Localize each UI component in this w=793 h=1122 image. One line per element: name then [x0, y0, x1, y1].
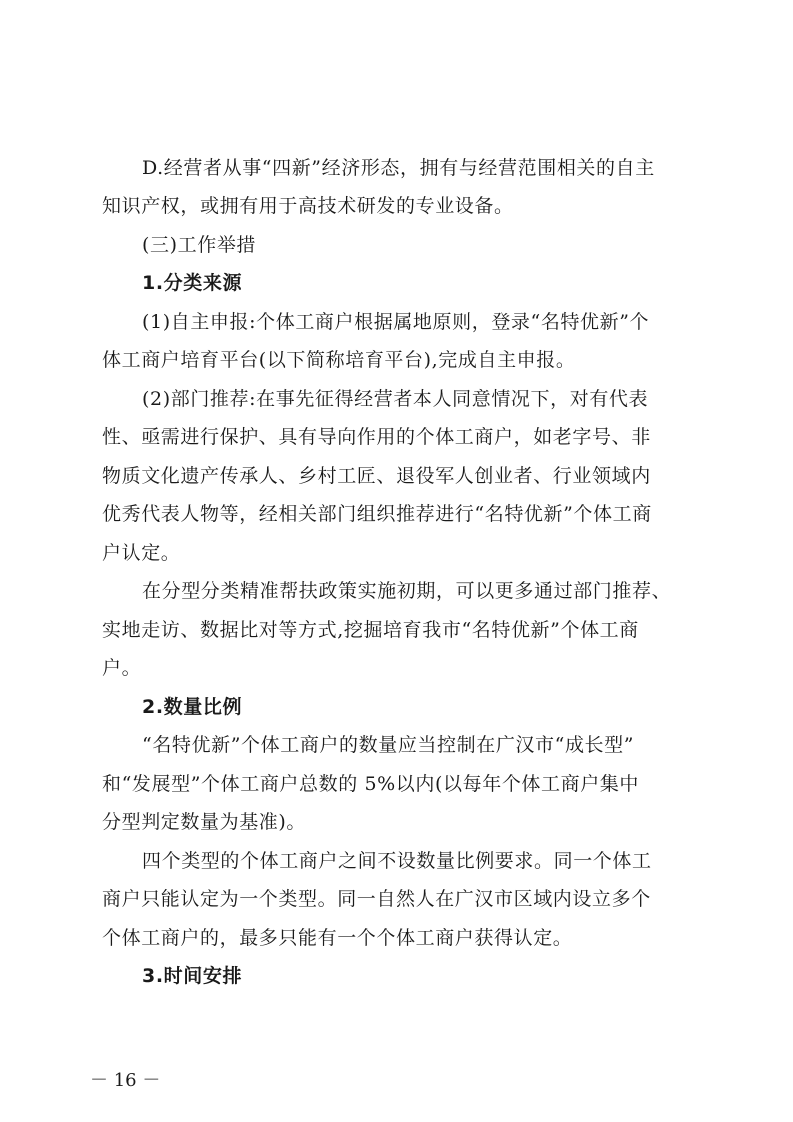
subsection-heading: 2.数量比例 [142, 696, 243, 718]
paragraph-line: 优秀代表人物等，经相关部门组织推荐进行“名特优新”个体工商 [102, 503, 652, 525]
paragraph-line: 物质文化遗产传承人、乡村工匠、退役军人创业者、行业领域内 [102, 465, 651, 487]
paragraph-line: 四个类型的个体工商户之间不设数量比例要求。同一个体工 [142, 850, 652, 872]
paragraph-line: D.经营者从事“四新”经济形态，拥有与经营范围相关的自主 [142, 157, 655, 179]
paragraph-line: 在分型分类精准帮扶政策实施初期，可以更多通过部门推荐、 [142, 580, 672, 602]
paragraph-line: 体工商户培育平台(以下简称培育平台),完成自主申报。 [102, 349, 576, 371]
paragraph-line: 个体工商户的，最多只能有一个个体工商户获得认定。 [102, 927, 573, 949]
paragraph-line: 户。 [102, 657, 142, 679]
subsection-heading: 3.时间安排 [142, 965, 243, 987]
paragraph-line: (1)自主申报:个体工商户根据属地原则，登录“名特优新”个 [142, 311, 650, 333]
paragraph-line: 知识产权，或拥有用于高技术研发的专业设备。 [102, 195, 514, 217]
paragraph-line: 性、亟需进行保护、具有导向作用的个体工商户，如老字号、非 [102, 426, 651, 448]
paragraph-line: 分型判定数量为基准)。 [102, 811, 307, 833]
paragraph-line: 商户只能认定为一个类型。同一自然人在广汉市区域内设立多个 [102, 888, 651, 910]
paragraph-line: (2)部门推荐:在事先征得经营者本人同意情况下，对有代表 [142, 388, 649, 410]
paragraph-line: 实地走访、数据比对等方式,挖掘培育我市“名特优新”个体工商 [102, 619, 639, 641]
paragraph-line: “名特优新”个体工商户的数量应当控制在广汉市“成长型” [142, 734, 635, 756]
section-heading: (三)工作举措 [142, 234, 257, 256]
paragraph-line: 户认定。 [102, 542, 181, 564]
subsection-heading: 1.分类来源 [142, 272, 243, 294]
page-number: － 16 － [90, 1070, 161, 1091]
paragraph-line: 和“发展型”个体工商户总数的 5%以内(以每年个体工商户集中 [102, 773, 640, 795]
